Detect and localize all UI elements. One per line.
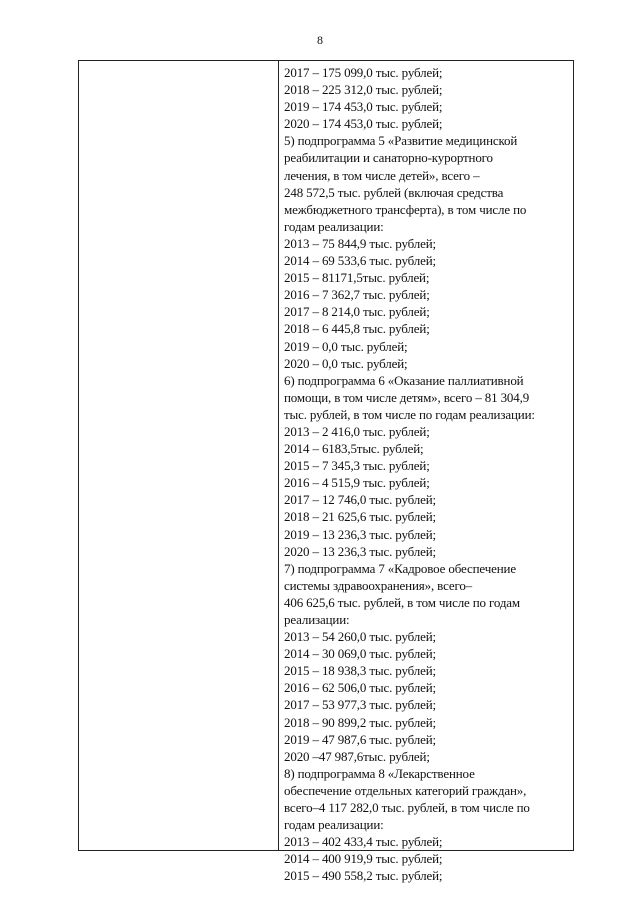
text-line: 2017 – 175 099,0 тыс. рублей;	[284, 65, 443, 80]
text-line: 6) подпрограмма 6 «Оказание паллиативной	[284, 372, 524, 388]
text-line: 2019 – 47 987,6 тыс. рублей;	[284, 731, 437, 747]
table-right-cell	[284, 64, 570, 885]
text-line: 2014 – 30 069,0 тыс. рублей;	[284, 646, 437, 662]
text-line: 2018 – 6 445,8 тыс. рублей;	[284, 321, 430, 337]
text-line: 8) подпрограмма 8 «Лекарственное	[284, 765, 475, 781]
text-line: 2020 –47 987,6тыс. рублей;	[284, 748, 430, 764]
text-line: реализации:	[284, 612, 350, 627]
table-left-cell	[79, 61, 278, 850]
page-number: 8	[317, 33, 323, 47]
text-line: 2016 – 7 362,7 тыс. рублей;	[284, 287, 430, 303]
text-line: 2020 – 13 236,3 тыс. рублей;	[284, 543, 437, 559]
text-line: всего–4 117 282,0 тыс. рублей, в том числе по	[284, 800, 530, 816]
text-line: 2014 – 69 533,6 тыс. рублей;	[284, 253, 437, 269]
text-line: 5) подпрограмма 5 «Развитие медицинской	[284, 133, 518, 149]
text-line: тыс. рублей, в том числе по годам реализации:	[284, 406, 535, 422]
text-line: помощи, в том числе детям», всего – 81 304,9	[284, 389, 530, 405]
text-line: лечения, в том числе детей», всего –	[284, 167, 480, 183]
text-line: 2014 – 6183,5тыс. рублей;	[284, 441, 424, 457]
text-line: 2020 – 174 453,0 тыс. рублей;	[284, 116, 443, 132]
text-line: 2019 – 13 236,3 тыс. рублей;	[284, 526, 437, 542]
text-line: 2018 – 225 312,0 тыс. рублей;	[284, 82, 443, 98]
text-line: 406 625,6 тыс. рублей, в том числе по годам	[284, 594, 520, 610]
text-line: 2018 – 21 625,6 тыс. рублей;	[284, 509, 437, 525]
column-divider	[278, 61, 279, 850]
document-table	[78, 60, 574, 884]
text-line: 2015 – 81171,5тыс. рублей;	[284, 270, 430, 286]
text-line: 2019 – 0,0 тыс. рублей;	[284, 338, 408, 354]
text-line: 2013 – 75 844,9 тыс. рублей;	[284, 235, 437, 251]
text-line: 2018 – 90 899,2 тыс. рублей;	[284, 714, 437, 730]
text-line: годам реализации:	[284, 218, 384, 234]
text-line: 2017 – 8 214,0 тыс. рублей;	[284, 304, 430, 320]
text-line: реабилитации и санаторно-курортного	[284, 150, 493, 166]
text-line: обеспечение отдельных категорий граждан»,	[284, 782, 527, 798]
text-line: 2013 – 54 260,0 тыс. рублей;	[284, 629, 437, 645]
text-line: 2017 – 12 746,0 тыс. рублей;	[284, 492, 437, 508]
text-line: 2016 – 4 515,9 тыс. рублей;	[284, 475, 430, 491]
text-line: 2015 – 18 938,3 тыс. рублей;	[284, 663, 437, 679]
text-line: 2020 – 0,0 тыс. рублей;	[284, 355, 408, 371]
text-line: годам реализации:	[284, 817, 384, 833]
text-line: 2013 – 402 433,4 тыс. рублей;	[284, 834, 443, 850]
text-line: 2015 – 490 558,2 тыс. рублей;	[284, 868, 443, 884]
text-line: 2014 – 400 919,9 тыс. рублей;	[284, 851, 443, 867]
text-line: 2017 – 53 977,3 тыс. рублей;	[284, 697, 437, 713]
text-line: 2016 – 62 506,0 тыс. рублей;	[284, 680, 437, 696]
text-line: 2019 – 174 453,0 тыс. рублей;	[284, 99, 443, 115]
text-line: системы здравоохранения», всего–	[284, 577, 473, 593]
text-line: 248 572,5 тыс. рублей (включая средства	[284, 184, 504, 200]
text-line: 2013 – 2 416,0 тыс. рублей;	[284, 423, 430, 439]
text-line: 2015 – 7 345,3 тыс. рублей;	[284, 458, 430, 474]
text-line: 7) подпрограмма 7 «Кадровое обеспечение	[284, 560, 516, 576]
text-line: межбюджетного трансферта), в том числе по	[284, 201, 527, 217]
